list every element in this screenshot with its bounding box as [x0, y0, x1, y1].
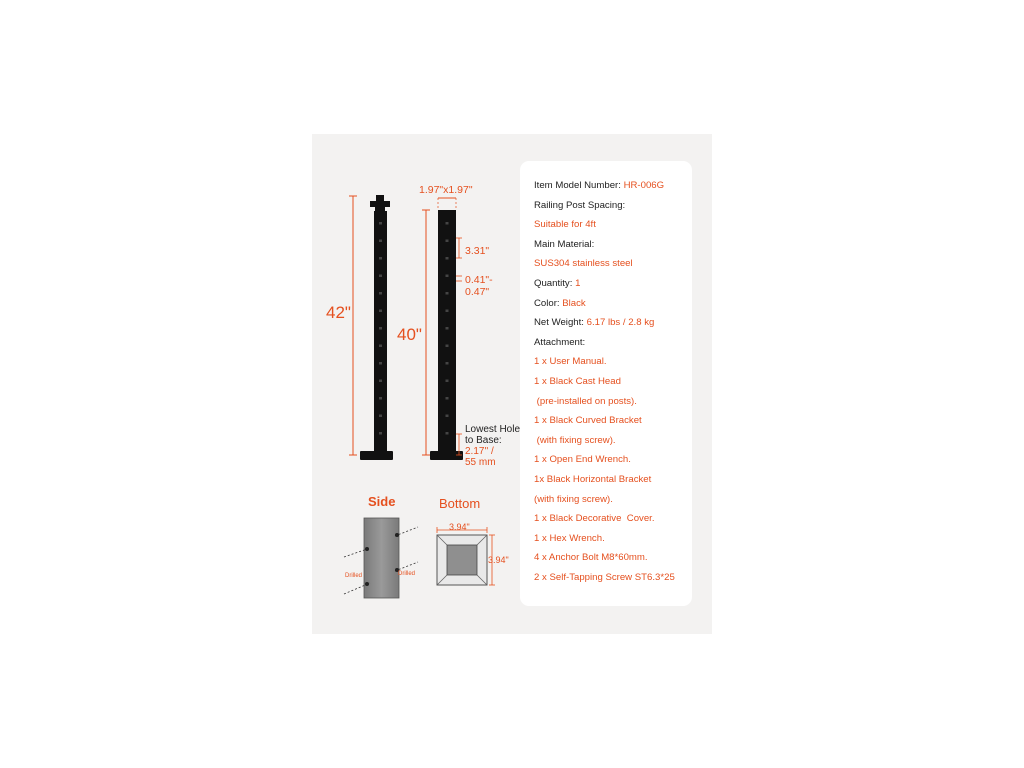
spec-attachment	[534, 333, 690, 353]
attachment-item: 1 x User Manual.	[534, 356, 607, 368]
attachment-item: 1 x Open End Wrench.	[534, 454, 631, 466]
attachment-item: 1 x Hex Wrench.	[534, 532, 605, 544]
cable-hole	[446, 292, 449, 295]
cable-hole	[379, 257, 382, 260]
spec-spacing-label: Railing Post Spacing:	[534, 199, 626, 211]
spec-material-value-row	[534, 254, 690, 274]
post-body	[430, 210, 463, 460]
cable-hole	[379, 397, 382, 400]
cable-hole	[446, 275, 449, 278]
cable-hole	[379, 415, 382, 418]
cable-hole	[379, 292, 382, 295]
cable-hole	[379, 345, 382, 348]
spec-model-value: HR-006G	[623, 180, 665, 191]
side-view-title: Side	[368, 494, 396, 509]
overall-height-dimension	[349, 196, 357, 455]
lowest-hole-value-line1: 2.17'' /	[465, 446, 494, 457]
side-view-drawing	[344, 518, 418, 598]
hole-diameter-marker	[456, 276, 462, 281]
lowest-hole-value-line2: 55 mm	[465, 457, 496, 468]
post-height-label: 40"	[397, 325, 422, 344]
attachment-item: 4 x Anchor Bolt M8*60mm.	[534, 552, 648, 564]
attachment-item: (with fixing screw).	[534, 434, 616, 446]
cable-hole	[379, 380, 382, 383]
hole-diameter-label-line2: 0.47"	[465, 286, 490, 298]
attachment-item: 1x Black Horizontal Bracket	[534, 473, 652, 485]
base-depth-label: 3.94"	[488, 555, 509, 565]
cable-hole	[446, 432, 449, 435]
cable-hole	[446, 240, 449, 243]
cable-hole	[446, 415, 449, 418]
lowest-hole-label-line1: Lowest Hole	[465, 424, 521, 435]
specification-list	[534, 176, 690, 587]
cable-hole	[379, 432, 382, 435]
spec-material	[534, 235, 690, 255]
hole-spacing-label: 3.31"	[465, 245, 490, 257]
cable-hole	[446, 345, 449, 348]
spec-weight	[534, 313, 690, 333]
post-size-dimension	[438, 198, 456, 210]
cable-hole	[446, 310, 449, 313]
hole-diameter-label-line1: 0.41"-	[465, 274, 493, 286]
bottom-view-title: Bottom	[439, 496, 481, 511]
attachment-item: 1 x Black Decorative Cover.	[534, 513, 655, 525]
attachment-item: 1 x Black Curved Bracket	[534, 415, 642, 427]
overall-height-label: 42"	[326, 303, 351, 322]
spec-material-value: SUS304 stainless steel	[534, 258, 633, 270]
spec-model	[534, 176, 690, 196]
spec-spacing	[534, 196, 690, 216]
cable-hole	[446, 257, 449, 260]
lowest-hole-label-line2: to Base:	[465, 435, 502, 446]
spec-model-label: Item Model Number:	[534, 180, 624, 191]
drilled-label-right: Drilled	[398, 571, 416, 577]
spec-quantity-label: Quantity:	[534, 277, 576, 289]
post-with-head	[360, 195, 393, 460]
spec-quantity-value: 1	[575, 277, 581, 289]
cable-hole	[379, 310, 382, 313]
attachment-item: 1 x Black Cast Head	[534, 375, 621, 387]
cable-hole	[446, 327, 449, 330]
spec-spacing-value: Suitable for 4ft	[534, 219, 596, 231]
spec-material-label: Main Material:	[534, 238, 595, 250]
hole-spacing-marker	[456, 238, 462, 258]
post-size-label: 1.97"x1.97"	[419, 184, 473, 196]
cable-hole	[446, 397, 449, 400]
attachment-item: 2 x Self-Tapping Screw ST6.3*25	[534, 571, 675, 583]
spec-weight-label: Net Weight:	[534, 317, 587, 329]
cable-hole	[379, 275, 382, 278]
attachment-item: (pre-installed on posts).	[534, 395, 637, 407]
spec-weight-value: 6.17 lbs / 2.8 kg	[586, 317, 655, 329]
spec-color-value: Black	[562, 297, 586, 309]
cable-hole	[379, 222, 382, 225]
cable-hole	[446, 380, 449, 383]
attachment-item: (with fixing screw).	[534, 493, 613, 505]
spec-color-label: Color:	[534, 297, 563, 309]
cable-hole	[379, 240, 382, 243]
spec-color	[534, 294, 690, 314]
cable-hole	[379, 327, 382, 330]
bottom-view-drawing	[437, 535, 487, 585]
spec-quantity	[534, 274, 690, 294]
cable-hole	[446, 362, 449, 365]
cable-hole	[379, 362, 382, 365]
cable-hole	[446, 222, 449, 225]
base-width-label: 3.94"	[449, 522, 470, 532]
spec-attachment-label: Attachment:	[534, 336, 586, 348]
spec-spacing-value-row	[534, 215, 690, 235]
drilled-label-left: Drilled	[345, 573, 363, 579]
post-height-dimension	[422, 210, 430, 455]
